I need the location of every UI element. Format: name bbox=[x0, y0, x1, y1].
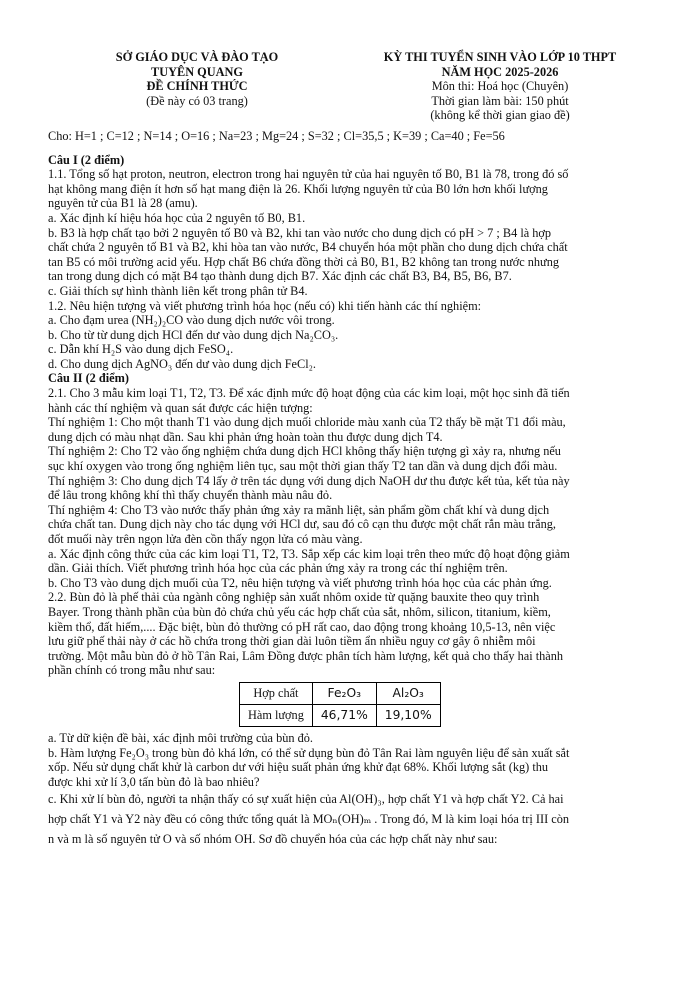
text-line: chất chứa 2 nguyên tố B1 và B2, khi hòa tan vào nước, B4 chuyển hóa một phần cho dung dịch chứa chất bbox=[48, 240, 568, 255]
text-line: Thí nghiệm 3: Cho dung dịch T4 lấy ở trên tác dụng với dung dịch NaOH dư thu được kết tủa, kết tủa này bbox=[48, 473, 570, 488]
page-count-note: (Đề này có 03 trang) bbox=[146, 93, 248, 108]
text-line: Thí nghiệm 2: Cho T2 vào ống nghiệm chứa dung dịch HCl không thấy hiện tượng gì xảy ra, nhưng nếu bbox=[48, 444, 561, 459]
text-line: chứa chất tan. Dung dịch này cho tác dụng với HCl dư, sau đó cô cạn thu được một chất rắn màu trắng, bbox=[48, 517, 556, 532]
duration-note: (không kể thời gian giao đề) bbox=[430, 108, 570, 123]
text-line: b. Hàm lượng Fe₂O₃ trong bùn đỏ khá lớn, có thể sử dụng bùn đỏ Tân Rai làm nguyên liệu để sản xuất sắt bbox=[48, 745, 570, 760]
question-1-body bbox=[48, 167, 650, 371]
text-line: để lâu trong không khí thì thấy chuyển thành màu nâu đỏ. bbox=[48, 488, 333, 503]
text-line: phần chính có trong mẫu như sau: bbox=[48, 663, 216, 678]
text-line: đốt muối này trên ngọn lửa đèn cồn thấy ngọn lửa có màu vàng. bbox=[48, 532, 363, 546]
text-line: Thí nghiệm 1: Cho một thanh T1 vào dung dịch muối chloride màu xanh của T2 thấy bề mặt T1 đổi màu, bbox=[48, 415, 566, 430]
table-header-cell: Al₂O₃ bbox=[376, 682, 440, 704]
text-line: c. Dẫn khí H₂S vào dung dịch FeSO₄. bbox=[48, 342, 234, 357]
table-row bbox=[240, 682, 441, 704]
text-line: lưu giữ phế thải này ở các hồ chứa trong thời gian dài luôn tiềm ẩn nhiều nguy cơ gây ô nhiễm môi bbox=[48, 634, 536, 649]
text-line: a. Từ dữ kiện đề bài, xác định môi trường của bùn đỏ. bbox=[48, 730, 313, 745]
text-line: kiềm thổ, đất hiếm,.... Đặc biệt, bùn đỏ thường có pH rất cao, dao động trong khoảng 10,5-13, nên việc bbox=[48, 619, 556, 634]
text-line: a. Xác định kí hiệu hóa học của 2 nguyên tố B0, B1. bbox=[48, 210, 306, 225]
table-header-cell: Hợp chất bbox=[240, 682, 313, 704]
text-line: a. Cho đạm urea (NH₂)₂CO vào dung dịch nước vôi trong. bbox=[48, 313, 335, 328]
text-line: xốp. Nếu sử dụng chất khử là carbon dư với hiệu suất phản ứng khử đạt 68%. Khối lượng sắt (kg) thu bbox=[48, 760, 549, 775]
text-line: c. Khi xử lí bùn đỏ, người ta nhận thấy có sự xuất hiện của Al(OH)₃, hợp chất Y1 và hợp chất Y2. Cả hai bbox=[48, 792, 564, 807]
text-line: 1.2. Nêu hiện tượng và viết phương trình hóa học (nếu có) khi tiến hành các thí nghiệm: bbox=[48, 298, 482, 313]
exam-header bbox=[48, 50, 650, 123]
question-2-title: Câu II (2 điểm) bbox=[48, 371, 129, 386]
text-line: a. Xác định công thức của các kim loại T1, T2, T3. Sắp xếp các kim loại trên theo mức độ hoạt động giảm bbox=[48, 546, 570, 561]
text-line: b. Cho từ từ dung dịch HCl đến dư vào dung dịch Na₂CO₃. bbox=[48, 327, 339, 342]
table-row bbox=[240, 704, 441, 726]
header-left bbox=[62, 50, 332, 123]
composition-table bbox=[239, 682, 441, 727]
text-line: c. Giải thích sự hình thành liên kết trong phân tử B4. bbox=[48, 283, 308, 298]
text-line: hạt không mang điện ít hơn số hạt mang điện là 26. Khối lượng nguyên tử của B0 lớn hơn khối lượng bbox=[48, 181, 548, 196]
province-name: TUYÊN QUANG bbox=[151, 64, 243, 79]
subject: Môn thi: Hoá học (Chuyên) bbox=[431, 79, 569, 94]
text-line: Bayer. Trong thành phần của bùn đỏ chứa chủ yếu các hợp chất của sắt, nhôm, silicon, titanium, kiềm, bbox=[48, 604, 551, 619]
text-line: tan trong dung dịch có mặt B4 tạo thành dung dịch B7. Xác định các chất B3, B4, B5, B6, B7. bbox=[48, 269, 512, 284]
text-line: sục khí oxygen vào trong ống nghiệm liên tục, sau một thời gian thấy T2 tan dần và dung dịch đổi màu. bbox=[48, 459, 558, 474]
official-exam-label: ĐỀ CHÍNH THỨC bbox=[146, 79, 248, 94]
question-2-body bbox=[48, 386, 650, 846]
header-right bbox=[350, 50, 650, 123]
text-line: 1.1. Tổng số hạt proton, neutron, electron trong hai nguyên tử của hai nguyên tố B0, B1 là 78, trong đó số bbox=[48, 167, 569, 182]
text-line: tan B5 có môi trường acid yếu. Hợp chất B6 chứa đồng thời cả B0, B1, B2 không tan trong nước nhưng bbox=[48, 254, 559, 269]
text-line: n và m là số nguyên tử O và số nhóm OH. Sơ đồ chuyển hóa của các hợp chất này như sau: bbox=[48, 831, 498, 846]
text-line: nguyên tử của B1 là 28 (amu). bbox=[48, 196, 198, 211]
text-line: 2.1. Cho 3 mẫu kim loại T1, T2, T3. Để xác định mức độ hoạt động của các kim loại, một học sinh đã tiến bbox=[48, 386, 570, 401]
department-name: SỞ GIÁO DỤC VÀ ĐÀO TẠO bbox=[115, 50, 279, 64]
text-line: dung dịch có màu nhạt dần. Sau khi phản ứng hoàn toàn thu được dung dịch T4. bbox=[48, 429, 443, 444]
table-cell: 46,71% bbox=[312, 704, 376, 726]
table-cell: Hàm lượng bbox=[240, 704, 313, 726]
text-line: được khi xử lí 3,0 tấn bùn đỏ là bao nhiêu? bbox=[48, 774, 260, 789]
exam-page bbox=[48, 50, 650, 846]
atomic-masses: Cho: H=1 ; C=12 ; N=14 ; O=16 ; Na=23 ; Mg=24 ; S=32 ; Cl=35,5 ; K=39 ; Ca=40 ; Fe=56 bbox=[48, 128, 505, 143]
text-line: trường. Một mẫu bùn đỏ ở hồ Tân Rai, Lâm Đồng được phân tích hàm lượng, kết quả cho thấy hai thành bbox=[48, 648, 564, 663]
text-line: Thí nghiệm 4: Cho T3 vào nước thấy phản ứng xảy ra mãnh liệt, sản phẩm gồm chất khí và dung dịch bbox=[48, 502, 550, 517]
duration: Thời gian làm bài: 150 phút bbox=[431, 93, 569, 108]
text-line: d. Cho dung dịch AgNO₃ đến dư vào dung dịch FeCl₂. bbox=[48, 356, 316, 371]
exam-title: KỲ THI TUYỂN SINH VÀO LỚP 10 THPT bbox=[383, 50, 617, 64]
table-cell: 19,10% bbox=[376, 704, 440, 726]
question-1-title: Câu I (2 điểm) bbox=[48, 152, 125, 167]
text-line: dần. Giải thích. Viết phương trình hóa học của các phản ứng xảy ra trong các thí nghiệm trên. bbox=[48, 561, 508, 576]
school-year: NĂM HỌC 2025-2026 bbox=[441, 64, 559, 79]
text-line: hợp chất Y1 và Y2 này đều có công thức tổng quát là MOₙ(OH)ₘ . Trong đó, M là kim loại hóa trị III còn bbox=[48, 811, 569, 826]
text-line: b. Cho T3 vào dung dịch muối của T2, nêu hiện tượng và viết phương trình hóa học của các phản ứng. bbox=[48, 575, 552, 590]
text-line: 2.2. Bùn đỏ là phế thải của ngành công nghiệp sản xuất nhôm oxide từ quặng bauxite theo quy trình bbox=[48, 590, 540, 605]
table-header-cell: Fe₂O₃ bbox=[312, 682, 376, 704]
text-line: b. B3 là hợp chất tạo bởi 2 nguyên tố B0 và B2, khi tan vào nước cho dung dịch có pH > 7 ; B4 là hợp bbox=[48, 225, 552, 240]
text-line: hành các thí nghiệm và quan sát được các hiện tượng: bbox=[48, 400, 313, 415]
